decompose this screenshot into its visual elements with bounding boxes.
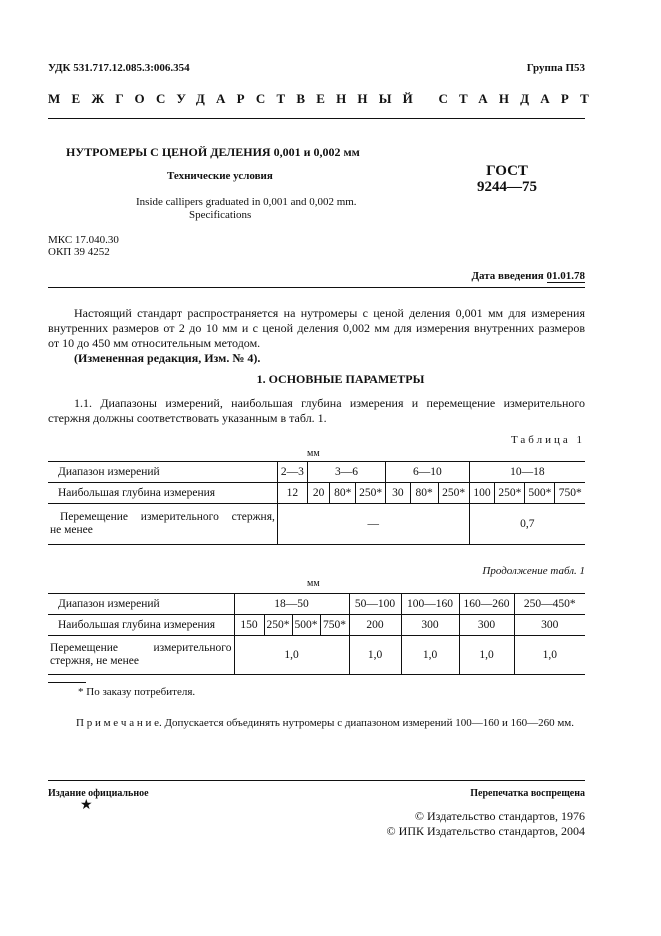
table-cell: 250* [495,483,525,504]
okp-code: ОКП 39 4252 [48,246,110,258]
copyright-2004: © ИПК Издательство стандартов, 2004 [386,824,585,838]
table2-travel-label-b: стержня, не менее [50,655,140,667]
official-edition: Издание официальное [48,788,149,799]
table-cell: 3—6 [307,462,385,483]
table-cell: 50—100 [349,594,401,615]
section-heading: 1. ОСНОВНЫЕ ПАРАМЕТРЫ [256,372,425,386]
table-cell: 1,0 [401,636,459,675]
table-cell: 250—450* [514,594,585,615]
table2-travel-label-a: Перемещение измерительного [50,642,232,654]
udk-code: УДК 531.717.12.085.3:006.354 [48,62,190,74]
table-cell: 10—18 [469,462,585,483]
table-cell: 300 [459,615,514,636]
english-title-line1: Inside callipers graduated in 0,001 and 0,002 mm. [136,196,357,208]
document-title: НУТРОМЕРЫ С ЦЕНОЙ ДЕЛЕНИЯ 0,001 и 0,002 мм [66,145,360,159]
table-cell: 6—10 [386,462,470,483]
table-cell: 750* [320,615,349,636]
intro-divider [48,287,585,288]
header-divider [48,118,585,119]
intro-line-2: внутренних размеров от 2 до 10 мм и с ценой деления 0,002 мм для измерения внутренних размеров [48,321,585,335]
amendment-note: (Измененная редакция, Изм. № 4). [74,351,261,365]
gost-number: 9244—75 [477,179,537,195]
footer-divider [48,780,585,781]
table1-travel-label-b: не менее [50,524,93,536]
table1 [48,461,585,545]
table-cell: 1,0 [459,636,514,675]
intro-line-1: Настоящий стандарт распространяется на нутромеры с ценой деления 0,001 мм для измерения [74,306,585,320]
intro-paragraph [48,306,585,366]
table-cell: 150 [234,615,264,636]
table-cell: 80* [330,483,356,504]
table-cell: 250* [264,615,292,636]
table-cell: 250* [438,483,469,504]
table-cell: 500* [292,615,320,636]
table-cell: 2—3 [277,462,307,483]
table-note [76,717,574,729]
english-title-line2: Specifications [189,209,252,221]
table-cell: 300 [401,615,459,636]
note-text: Допускается объединять нутромеры с диапазоном измерений 100—160 и 160—260 мм. [164,717,575,729]
table-cell: 160—260 [459,594,514,615]
copyright-block [387,809,585,839]
intro-date-value: 01.01.78 [546,270,585,282]
table2-range-row [48,594,585,615]
section-paragraph [48,396,585,426]
table1-depth-label: Наибольшая глубина измерения [48,483,277,504]
table1-unit: мм [307,448,320,459]
table-cell: 30 [386,483,411,504]
intro-line-3: от 10 до 450 мм относительным методом. [48,336,261,350]
table-cell: 80* [410,483,438,504]
table2-travel-row [48,636,585,675]
footnote: * По заказу потребителя. [78,686,196,698]
section-line-2: стержня должны соответствовать указанным в табл. 1. [48,411,327,425]
table2-range-label: Диапазон измерений [48,594,234,615]
table2-unit: мм [307,578,320,589]
intro-date-label: Дата введения [471,270,544,282]
table2 [48,593,585,675]
table1-caption: Таблица 1 [510,434,585,446]
footnote-divider [48,682,86,683]
group-code: Группа П53 [526,62,585,74]
table1-travel-label [48,504,277,545]
table-cell: 500* [525,483,555,504]
table1-range-row [48,462,585,483]
table-cell: 1,0 [234,636,349,675]
copyright-1976: © Издательство стандартов, 1976 [414,809,585,823]
table1-travel-label-a: Перемещение измерительного стержня, [60,511,275,523]
table-cell: 250* [356,483,386,504]
table1-range-label: Диапазон измерений [48,462,277,483]
table-cell: 100—160 [401,594,459,615]
table-cell: 750* [555,483,585,504]
reprint-prohibited: Перепечатка воспрещена [470,788,585,799]
table-cell: 0,7 [469,504,585,545]
table2-depth-label: Наибольшая глубина измерения [48,615,234,636]
gost-designation [472,163,542,195]
table-cell: 200 [349,615,401,636]
note-label: П р и м е ч а н и е. [76,717,162,729]
table2-depth-row [48,615,585,636]
star-icon: ★ [80,797,93,813]
mks-code: МКС 17.040.30 [48,234,119,246]
table-cell: 18—50 [234,594,349,615]
table-cell: 300 [514,615,585,636]
table-cell: — [277,504,469,545]
table-cell: 100 [469,483,495,504]
table-cell: 1,0 [514,636,585,675]
table-cell: 12 [277,483,307,504]
table1-depth-row [48,483,585,504]
document-subtitle: Технические условия [167,170,273,182]
table2-travel-label [48,636,234,675]
classification-codes [48,234,119,258]
table-cell: 1,0 [349,636,401,675]
intro-date [471,270,585,282]
table2-caption: Продолжение табл. 1 [482,565,585,577]
gost-label: ГОСТ [486,163,528,179]
section-line-1: 1.1. Диапазоны измерений, наибольшая глубина измерения и перемещение измерительного [74,396,585,410]
table1-travel-row [48,504,585,545]
standard-banner: МЕЖГОСУДАРСТВЕННЫЙ СТАНДАРТ [48,91,601,106]
table-cell: 20 [307,483,330,504]
